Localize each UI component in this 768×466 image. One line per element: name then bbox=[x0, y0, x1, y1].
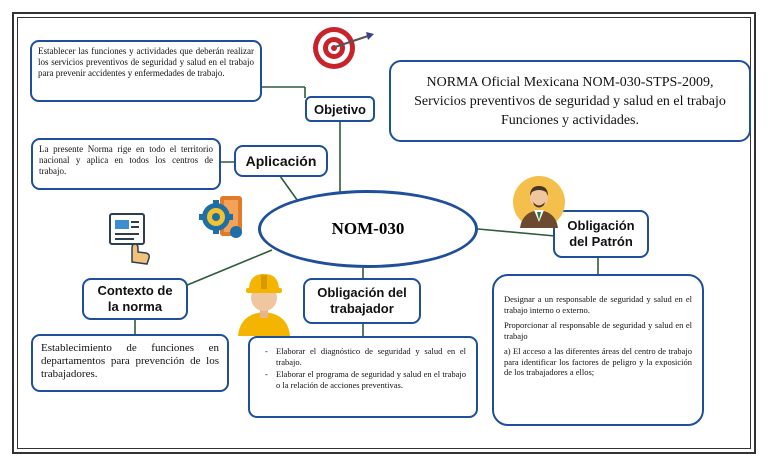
patron-paragraph-3: a) El acceso a las diferentes áreas del centro de trabajo para identificar los factores de peligro y la exposición de los trabajadores a ellos; bbox=[504, 346, 692, 377]
contexto-description: Establecimiento de funciones en departamentos para prevención de los trabajadores. bbox=[31, 334, 229, 392]
contexto-label-line1: Contexto de bbox=[97, 283, 173, 298]
contexto-label-line2: la norma bbox=[107, 299, 163, 314]
objetivo-description: Establecer las funciones y actividades que deberán realizar los servicios preventivos de seguridad y salud en el trabajo para prevenir accidentes y enfermedades de trabajo. bbox=[30, 40, 262, 102]
boss-icon bbox=[510, 176, 568, 228]
patron-label-line2: del Patrón bbox=[569, 234, 633, 249]
connector-patron bbox=[478, 229, 555, 236]
patron-label-line1: Obligación bbox=[567, 218, 635, 233]
trabajador-item-2: - Elaborar el programa de seguridad y salud en el trabajo o la relación de acciones preventivas. bbox=[276, 369, 466, 390]
contexto-label bbox=[82, 278, 188, 320]
trabajador-description bbox=[248, 336, 478, 418]
target-icon bbox=[312, 24, 378, 72]
worker-icon bbox=[234, 266, 294, 336]
objetivo-label: Objetivo bbox=[305, 96, 375, 122]
trabajador-label bbox=[303, 278, 421, 324]
blueprint-gear-icon bbox=[198, 192, 250, 242]
patron-paragraph-2: Proporcionar al responsable de seguridad y salud en el trabajo bbox=[504, 320, 692, 341]
page-title: NORMA Oficial Mexicana NOM-030-STPS-2009, Servicios preventivos de seguridad y salud en el trabajo Funciones y actividades. bbox=[389, 60, 751, 142]
central-node: NOM-030 bbox=[258, 190, 478, 268]
patron-paragraph-1: Designar a un responsable de seguridad y salud en el trabajo interno o externo. bbox=[504, 294, 692, 315]
aplicacion-label: Aplicación bbox=[234, 145, 328, 177]
patron-description bbox=[492, 274, 704, 426]
aplicacion-description: La presente Norma rige en todo el territorio nacional y aplica en todos los centros de trabajo. bbox=[31, 138, 221, 190]
trabajador-label-line2: trabajador bbox=[330, 301, 394, 316]
trabajador-label-line1: Obligación del bbox=[317, 285, 407, 300]
trabajador-item-1: - Elaborar el diagnóstico de seguridad y salud en el trabajo. bbox=[276, 346, 466, 367]
document-hand-icon bbox=[106, 210, 154, 266]
